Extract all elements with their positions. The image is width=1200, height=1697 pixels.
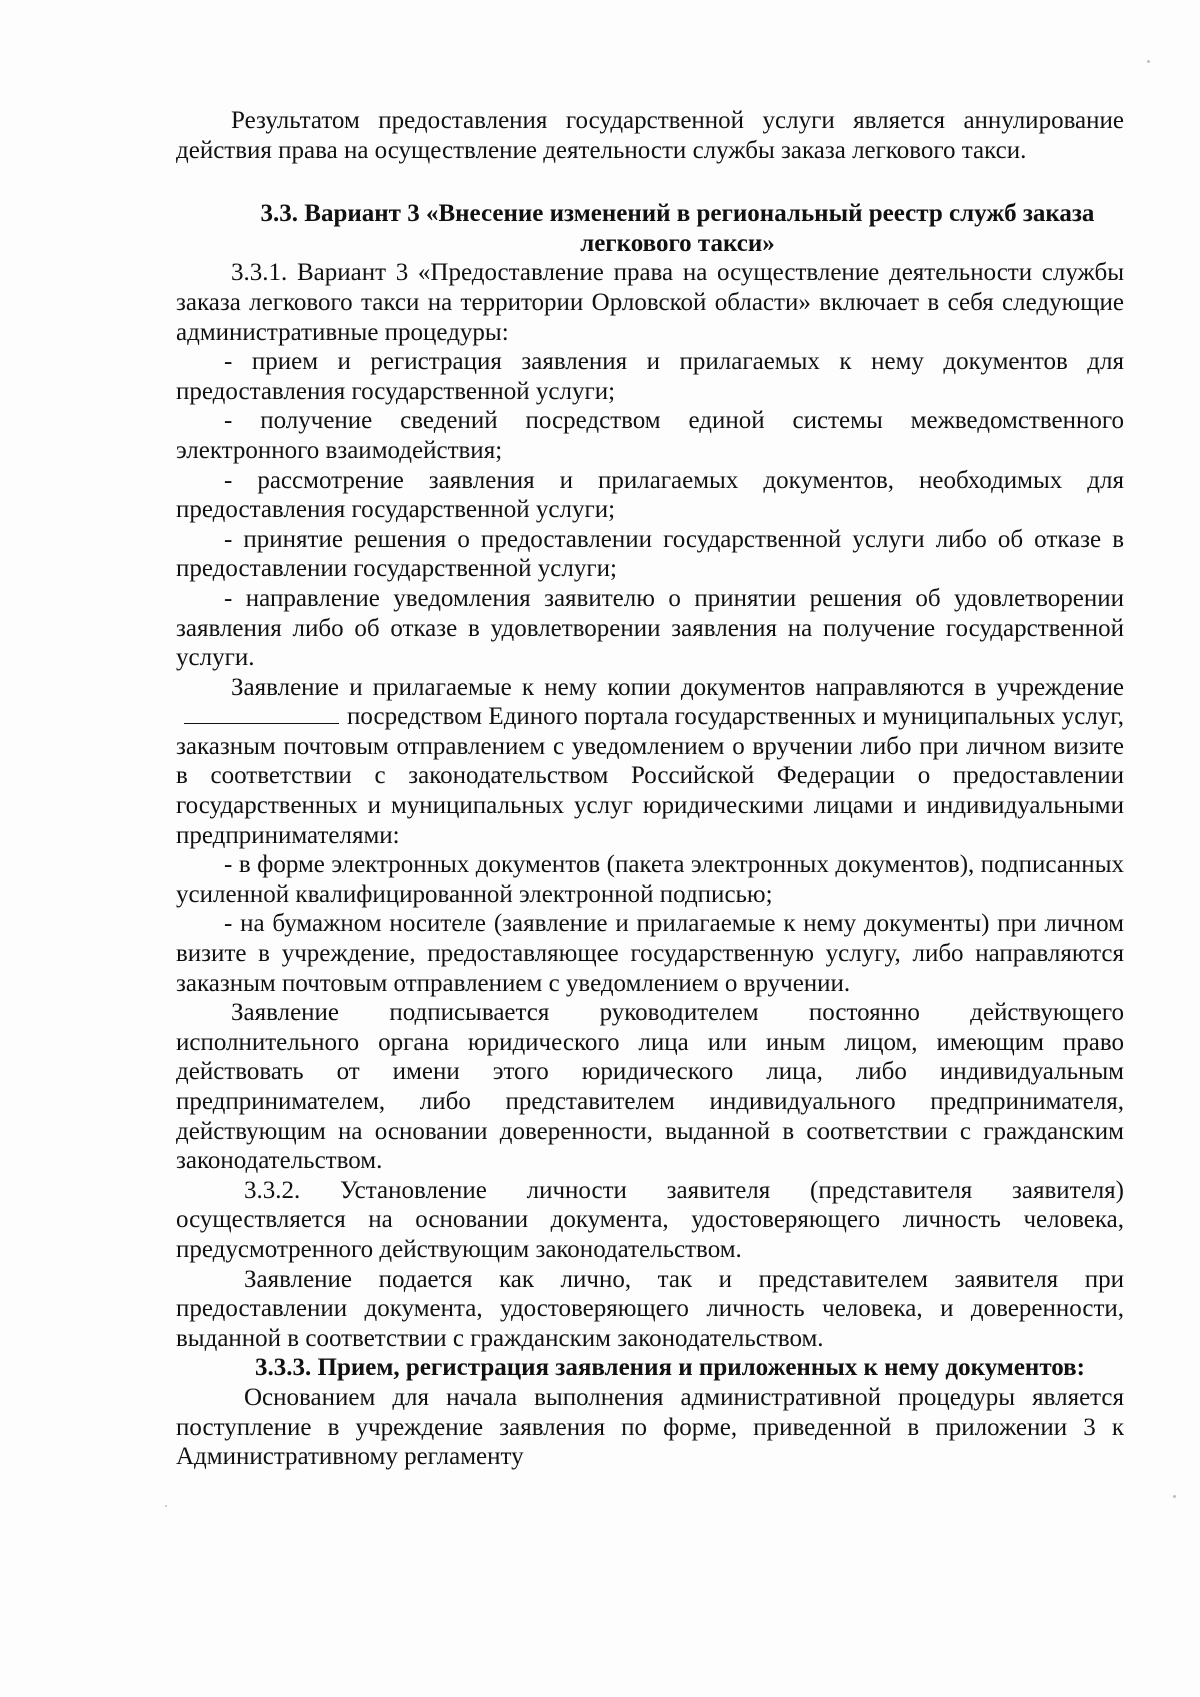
list-item: - принятие решения о предоставлении государственной услуги либо об отказе в предоставлении государственной услуги; bbox=[176, 525, 1124, 583]
document-body bbox=[176, 106, 1124, 1472]
heading-3-3-3: 3.3.3. Прием, регистрация заявления и приложенных к нему документов: bbox=[255, 1354, 1085, 1382]
list-item: - рассмотрение заявления и прилагаемых документов, необходимых для предоставления государственной услуги; bbox=[176, 466, 1124, 524]
paragraph-result: Результатом предоставления государственной услуги является аннулирование действия права на осуществление деятельности службы заказа легкового такси. bbox=[176, 107, 1124, 164]
paragraph-basis: Основанием для начала выполнения административной процедуры является поступление в учреждение заявления по форме, приведенной в приложении 3 к Административному регламенту bbox=[176, 1383, 1124, 1471]
scan-speck bbox=[1173, 1495, 1176, 1498]
list-item: - направление уведомления заявителю о принятии решения об удовлетворении заявления либо об отказе в удовлетворении заявления на получение государственной услуги. bbox=[176, 584, 1124, 672]
paragraph-sending bbox=[176, 673, 1124, 851]
heading-variant-3: 3.3. Вариант 3 «Внесение изменений в региональный реестр служб заказа легкового такси» bbox=[260, 200, 1095, 257]
sending-text-start: Заявление и прилагаемые к нему копии документов направляются в учреждение bbox=[231, 673, 1124, 701]
paragraph-3-3-2: 3.3.2. Установление личности заявителя (представителя заявителя) осуществляется на основании документа, удостоверяющего личность человека, предусмотренного действующим законодательством. bbox=[176, 1176, 1124, 1263]
form-item: - в форме электронных документов (пакета электронных документов), подписанных усиленной квалифицированной электронной подписью; bbox=[176, 851, 1124, 908]
paragraph-submission: Заявление подается как лично, так и представителем заявителя при предоставлении документа, удостоверяющего личность человека, и доверенности, выданной в соответствии с гражданским законодательством. bbox=[176, 1265, 1124, 1352]
form-item: - на бумажном носителе (заявление и прилагаемые к нему документы) при личном визите в учреждение, предоставляющее государственную услугу, либо направляются заказным почтовым отправлением с уведомлением о вручении. bbox=[176, 910, 1124, 997]
list-item: - получение сведений посредством единой системы межведомственного электронного взаимодействия; bbox=[176, 407, 1124, 464]
scan-speck bbox=[1147, 60, 1150, 63]
sending-text-end: посредством Единого портала государственных и муниципальных услуг, заказным почтовым отправлением с уведомлением о вручении либо при личном визите в соответствии с законодательством Российской Федерации о предоставлении государственных и муниципальных услуг юридическими лицами и индивидуальными предпринимателями: bbox=[176, 703, 1124, 849]
list-item: - прием и регистрация заявления и прилагаемых к нему документов для предоставления государственной услуги; bbox=[176, 348, 1124, 405]
paragraph-signing: Заявление подписывается руководителем постоянно действующего исполнительного органа юридического лица или иным лицом, имеющим право действовать от имени этого юридического лица, либо индивидуальным предпринимателем, либо представителем индивидуального предпринимателя, действующим на основании доверенности, выданной в соответствии с гражданским законодательством. bbox=[176, 999, 1124, 1175]
institution-blank-line bbox=[184, 705, 339, 724]
paragraph-3-3-1: 3.3.1. Вариант 3 «Предоставление права на осуществление деятельности службы заказа легкового такси на территории Орловской области» включает в себя следующие административные процедуры: bbox=[176, 259, 1124, 346]
scan-speck bbox=[165, 1505, 167, 1507]
